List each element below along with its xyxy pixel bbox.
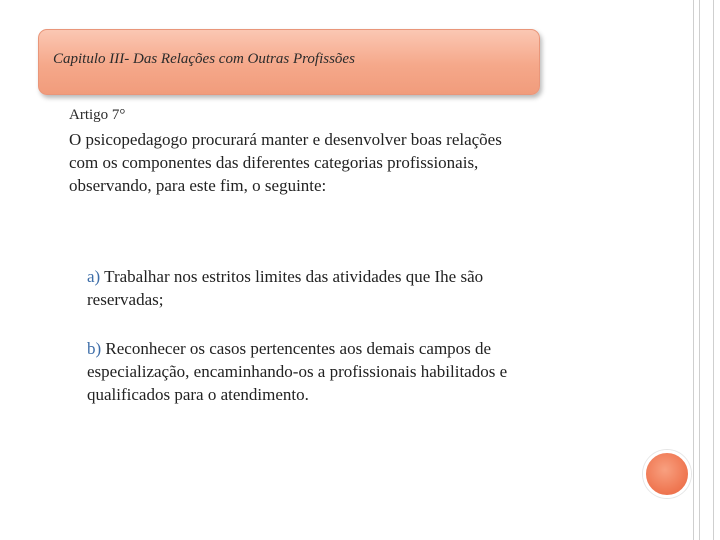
slide-title: Capitulo III- Das Relações com Outras Profissões bbox=[53, 51, 355, 67]
decorative-line-3 bbox=[713, 0, 714, 540]
decorative-circle bbox=[643, 450, 691, 498]
decorative-line-2 bbox=[699, 0, 700, 540]
title-banner bbox=[38, 29, 540, 95]
item-marker: a) bbox=[87, 267, 101, 286]
item-text: Reconhecer os casos pertencentes aos demais campos de especialização, encaminhando-os a profissionais habilitados e qualificados para o atendimento. bbox=[87, 339, 508, 404]
item-text: Trabalhar nos estritos limites das atividades que Ihe são reservadas; bbox=[87, 267, 484, 309]
intro-paragraph: O psicopedagogo procurará manter e desenvolver boas relações com os componentes das diferentes categorias profissionais, observando, para este fim, o seguinte: bbox=[69, 130, 502, 195]
item-marker: b) bbox=[87, 339, 102, 358]
list-item-b bbox=[87, 337, 537, 406]
article-label: Artigo 7° bbox=[69, 107, 126, 123]
decorative-line-1 bbox=[693, 0, 694, 540]
list-item-a bbox=[87, 265, 537, 311]
